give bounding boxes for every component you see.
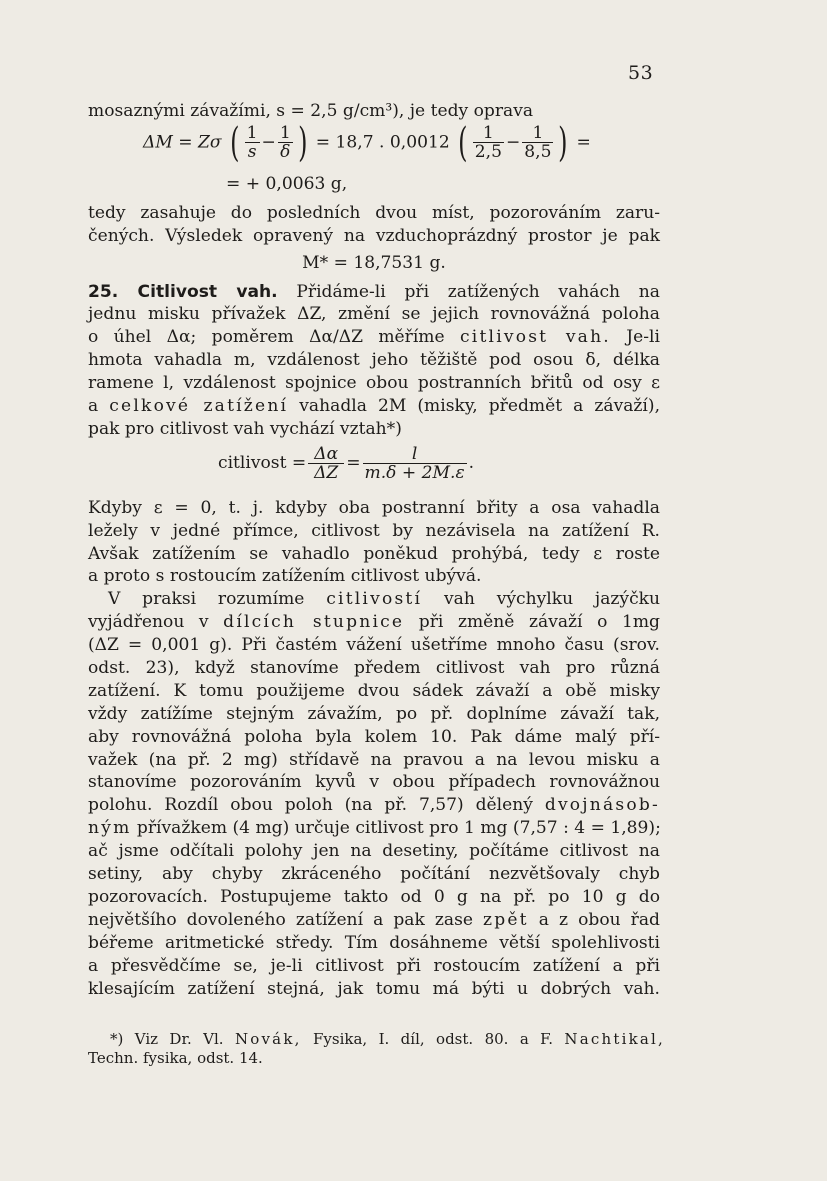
text-line: vyjádřenou v dílcích stupnice při změně závaží o 1mg bbox=[88, 612, 660, 633]
eq1-minus-2: − bbox=[505, 132, 521, 153]
text-line: odst. 23), když stanovíme předem citlivost vah pro různá bbox=[88, 658, 660, 679]
text-line: ležely v jedné přímce, citlivost by nezávisela na zatížení R. bbox=[88, 520, 660, 541]
equation-sensitivity bbox=[88, 441, 660, 497]
emphasis-spaced: celkové zatížení bbox=[109, 396, 289, 417]
text-line: pak pro citlivost vah vychází vztah*) bbox=[88, 418, 402, 439]
text-line: klesajícím zatížení stejná, jak tomu má býti u dobrých vah. bbox=[88, 978, 660, 999]
footnote-line: *) Viz Dr. Vl. Novák, Fysika, I. díl, odst. 80. a F. Nachtikal, bbox=[110, 1030, 665, 1048]
emphasis-spaced: ným bbox=[88, 818, 132, 839]
eq3-end: . bbox=[468, 452, 475, 473]
text-line: tedy zasahuje do posledních dvou míst, pozorováním zaru- bbox=[88, 202, 660, 223]
emphasis-spaced: Novák, bbox=[234, 1030, 302, 1048]
text-line: a přesvědčíme se, je-li citlivost při rostoucím zatížení a při bbox=[88, 955, 660, 976]
emphasis-spaced: zpět bbox=[483, 909, 529, 930]
emphasis-spaced: citlivost vah. bbox=[460, 327, 611, 348]
text-line: važek (na př. 2 mg) střídavě na pravou a na levou misku a bbox=[88, 749, 660, 770]
text-line: mosaznými závažími, s = 2,5 g/cm³), je tedy oprava bbox=[88, 101, 534, 121]
text-line: zatížení. K tomu použijeme dvou sádek závaží a obě misky bbox=[88, 680, 660, 701]
eq1-paren-open: ( bbox=[230, 119, 240, 166]
text-line: Kdyby ε = 0, t. j. kdyby oba postranní břity a osa vahadla bbox=[88, 497, 660, 518]
eq1-middle: = 18,7 . 0,0012 bbox=[315, 132, 450, 153]
emphasis-spaced: citlivostí bbox=[326, 589, 423, 610]
body-text bbox=[88, 100, 660, 1000]
text-line: hmota vahadla m, vzdálenost jeho těžiště pod osou δ, délka bbox=[88, 350, 660, 371]
text-line: stanovíme pozorováním kyvů v obou případech rovnovážnou bbox=[88, 772, 660, 793]
page-number: 53 bbox=[628, 62, 654, 84]
text-line: vždy zatížíme stejným závažím, po př. doplníme závaží tak, bbox=[88, 703, 660, 724]
eq1-second-line: = + 0,0063 g, bbox=[226, 173, 348, 194]
text-line: V praksi rozumíme citlivostí vah výchylku jazýčku bbox=[108, 589, 661, 610]
footnote-line: Techn. fysika, odst. 14. bbox=[88, 1049, 263, 1067]
text-line: setiny, aby chyby zkráceného počítání nezvětšovaly chyb bbox=[88, 864, 660, 885]
eq1-frac-1: $\frac{1}{s}$ bbox=[246, 123, 258, 163]
text-line: jednu misku přívažek ΔZ, změní se jejich rovnovážná poloha bbox=[88, 304, 660, 325]
eq3-lhs: citlivost = bbox=[218, 452, 307, 473]
emphasis-spaced: dvojnásob- bbox=[544, 795, 660, 816]
text-line: polohu. Rozdíl obou poloh (na př. 7,57) dělený dvojnásob- bbox=[88, 795, 660, 816]
eq1-paren-open-2: ( bbox=[458, 119, 468, 166]
text-line: a celkové zatížení vahadla 2M (misky, předmět a závaží), bbox=[88, 396, 660, 417]
equation-correction bbox=[88, 119, 660, 173]
emphasis-spaced: Nachtikal, bbox=[564, 1030, 665, 1048]
text-line: největšího dovoleného zatížení a pak zase zpět a z obou řad bbox=[88, 909, 660, 930]
text-line: (ΔZ = 0,001 g). Při častém vážení ušetříme mnoho času (srov. bbox=[88, 635, 660, 656]
eq1-minus-1: − bbox=[261, 132, 276, 153]
text-line: Avšak zatížením se vahadlo poněkud prohýbá, tedy ε roste bbox=[88, 543, 660, 564]
text-line: o úhel Δα; poměrem Δα/ΔZ měříme citlivost vah. Je-li bbox=[88, 327, 660, 348]
text-line: a proto s rostoucím zatížením citlivost ubývá. bbox=[88, 566, 482, 587]
eq1-lhs: ΔM = Zσ bbox=[143, 132, 222, 153]
eq1-frac-3: $\frac{1}{2,5}$ bbox=[474, 123, 502, 163]
emphasis-spaced: dílcích stupnice bbox=[223, 612, 405, 633]
equation-vacuum-mass: M* = 18,7531 g. bbox=[302, 252, 446, 273]
text-line: pozorovacích. Postupujeme takto od 0 g na př. po 10 g do bbox=[88, 886, 660, 907]
eq1-frac-4: $\frac{1}{8,5}$ bbox=[524, 123, 552, 163]
text-line: čených. Výsledek opravený na vzduchoprázdný prostor je pak bbox=[88, 225, 660, 246]
footnote bbox=[88, 1030, 665, 1068]
eq1-paren-close-2: ) bbox=[558, 119, 568, 166]
section-heading-line: 25. Citlivost vah. Přidáme-li při zatížených vahách na bbox=[88, 281, 660, 302]
text-line: béřeme aritmetické středy. Tím dosáhneme větší spolehlivosti bbox=[88, 932, 660, 953]
eq3-equals: = bbox=[346, 452, 361, 473]
text-line: aby rovnovážná poloha byla kolem 10. Pak dáme malý pří- bbox=[88, 726, 660, 747]
eq3-frac-2: $\frac{l}{m.\delta + 2M.\varepsilon}$ bbox=[364, 443, 465, 483]
section-heading: 25. Citlivost vah. bbox=[88, 281, 278, 302]
text-line: ramene l, vzdálenost spojnice obou postranních břitů od osy ε bbox=[88, 373, 660, 394]
eq3-frac-1: $\frac{\Delta\alpha}{\Delta Z}$ bbox=[308, 445, 344, 482]
eq1-paren-close: ) bbox=[297, 119, 308, 166]
eq1-frac-2: $\frac{1}{\delta}$ bbox=[279, 123, 291, 163]
text-line: ač jsme odčítali polohy jen na desetiny, počítáme citlivost na bbox=[88, 841, 660, 862]
eq1-end: = bbox=[576, 132, 591, 153]
text-line: ným přívažkem (4 mg) určuje citlivost pro 1 mg (7,57 : 4 = 1,89); bbox=[88, 818, 661, 839]
